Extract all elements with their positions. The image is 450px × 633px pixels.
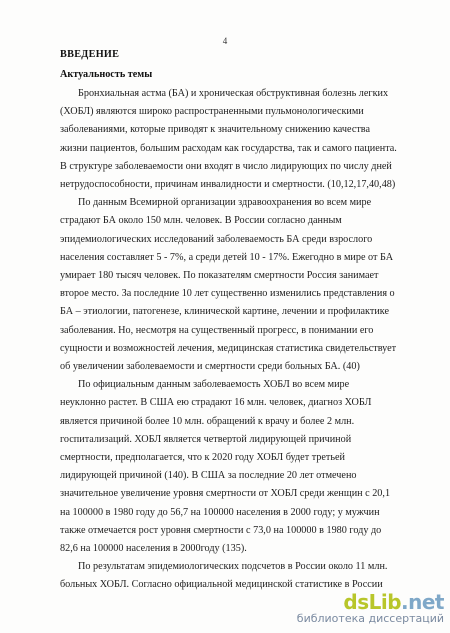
section-heading-introduction: ВВЕДЕНИЕ bbox=[60, 49, 120, 60]
text-line: (ХОБЛ) являются широко распространенными пульмонологическими bbox=[60, 106, 364, 118]
text-line: также отмечается рост уровня смертности с 73,0 на 100000 в 1980 году до bbox=[60, 524, 382, 536]
text-line: заболеваниями, которые приводят к значительному снижению качества bbox=[60, 124, 370, 136]
logo-main: dsLib bbox=[343, 590, 402, 614]
dslib-logo bbox=[343, 592, 444, 612]
text-line: страдают БА около 150 млн. человек. В России согласно данным bbox=[60, 215, 342, 227]
text-line: По официальным данным заболеваемость ХОБЛ во всем мире bbox=[78, 379, 350, 391]
text-line: 82,6 на 100000 населения в 2000году (135). bbox=[60, 543, 247, 555]
text-line: неуклонно растет. В США ею страдают 16 млн. человек, диагноз ХОБЛ bbox=[60, 397, 372, 409]
paragraph-2 bbox=[60, 194, 416, 376]
page-number: 4 bbox=[222, 36, 228, 46]
dslib-watermark[interactable] bbox=[297, 592, 444, 625]
text-line: По результатам эпидемиологических подсчетов в России около 11 млн. bbox=[78, 561, 388, 573]
text-line: смертности, предполагается, что к 2020 году ХОБЛ будет третьей bbox=[60, 452, 345, 464]
text-line: второе место. За последние 10 лет существенно изменились представления о bbox=[60, 288, 395, 300]
text-line: на 100000 в 1980 году до 56,7 на 100000 населения в 2000 году; у мужчин bbox=[60, 506, 380, 518]
text-line: жизни пациентов, большим расходам как государства, так и самого пациента. bbox=[60, 142, 397, 154]
text-line: значительное увеличение уровня смертности от ХОБЛ среди женщин с 20,1 bbox=[60, 488, 391, 500]
text-line: эпидемиологических исследований заболеваемость БА среди взрослого bbox=[60, 233, 373, 245]
text-line: сущности и возможностей лечения, медицинская статистика свидетельствует bbox=[60, 342, 397, 354]
text-line: умирает 180 тысяч человек. По показателям смертности Россия занимает bbox=[60, 270, 379, 282]
text-line: нетрудоспособности, причинам инвалидности и смертности. (10,12,17,40,48) bbox=[60, 179, 396, 191]
text-line: лидирующей причиной (140). В США за последние 20 лет отмечено bbox=[60, 470, 357, 482]
text-line: БА – этиологии, патогенезе, клинической картине, лечении и профилактике bbox=[60, 306, 389, 318]
logo-suffix: .net bbox=[401, 590, 444, 614]
subsection-heading-relevance: Актуальность темы bbox=[60, 69, 153, 80]
page-content bbox=[60, 48, 416, 595]
text-line: госпитализаций. ХОБЛ является четвертой лидирующей причиной bbox=[60, 433, 352, 445]
text-line: В структуре заболеваемости они входят в число лидирующих по числу дней bbox=[60, 160, 392, 172]
paragraph-1 bbox=[60, 85, 416, 194]
text-line: об увеличении заболеваемости и смертности среди больных БА. (40) bbox=[60, 361, 360, 373]
text-line: заболевания. Но, несмотря на существенный прогресс, в понимании его bbox=[60, 324, 374, 336]
text-line: населения составляет 5 - 7%, а среди детей 10 - 17%. Ежегодно в мире от БА bbox=[60, 251, 394, 263]
watermark-subtitle: библиотека диссертаций bbox=[296, 612, 444, 625]
text-line: является причиной более 10 млн. обращений к врачу и более 2 млн. bbox=[60, 415, 355, 427]
text-line: Бронхиальная астма (БА) и хроническая обструктивная болезнь легких bbox=[78, 88, 389, 99]
paragraph-3 bbox=[60, 376, 416, 558]
text-line: По данным Всемирной организации здравоохранения во всем мире bbox=[78, 197, 372, 209]
text-line: больных ХОБЛ. Согласно официальной медицинской статистике в России bbox=[60, 579, 383, 591]
